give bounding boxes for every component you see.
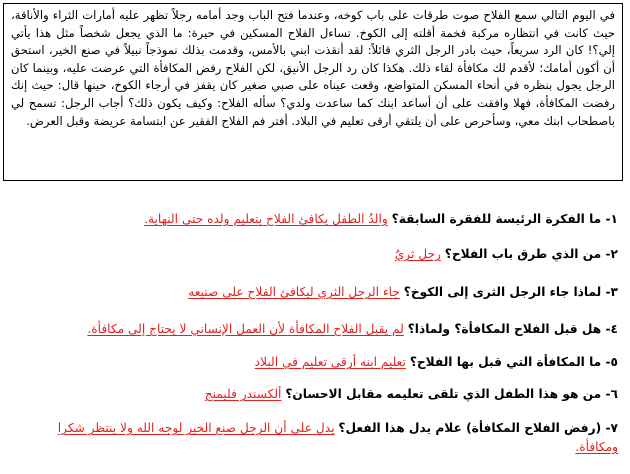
answer-text-4: لم يقبل الفلاح المكافأة لأن العمل الإنساني لا يحتاج إلى مكافأة.	[87, 322, 404, 336]
question-item-7	[20, 419, 618, 457]
question-text-3: لماذا جاء الرجل الثرى إلى الكوخ؟	[403, 285, 602, 299]
question-item-5	[20, 353, 618, 371]
answer-text-2: رجل ثريٌ	[394, 247, 441, 261]
passage-text: في اليوم التالي سمع الفلاح صوت طرقات على باب كوخه، وعندما فتح الباب وجد أمامه رجلاً تظهر عليه أمارات الثراء والأناقة، حيث كانت في انتظاره مركبة فخمة أقلته إلى الكوخ. تساءل الفلاح المسكين في حيرة: ما الذي يجعل شخصاً مثل هذا يأتي إلي؟! كان الرد سريعاً، حيث بادر الرجل الثري قائلاً: لقد أنقذت ابني بالأمس، وقدمت بذلك نموذجاً نبيلاً في صنع الخير، استحق أن أكون أمامك؛ لأقدم لك مكافأة لقاء ذلك. هكذا كان رد الرجل الأنيق، لكن الفلاح رفض المكافأة التي عرضت عليه، وبينما كان الرجل يجول بنظره في أنحاء المسكن المتواضع، وقعت عيناه على صبي صغير كان يقفز في أرجاء الكوخ، حينها قال: حيث إنك رفضت المكافأة، فهلا وافقت على أن أساعد ابنك كما ساعدت ولدي؟ سأله الفلاح: وكيف يكون ذلك؟ أجاب الرجل: تسمح لي باصطحاب ابنك معي، وسأحرص على أن يلتقي أرقى تعليم في البلاد. أفتر فم الفلاح الفقير عن ابتسامة عريضة وقبل العرض.	[11, 8, 615, 128]
question-text-7: (رفض الفلاح المكافأة) علام يدل هذا الفعل؟	[338, 421, 602, 435]
answer-text-5: تعليم ابنه أرقى تعليم في البلاد	[254, 355, 406, 369]
question-item-4	[20, 320, 618, 338]
question-number-7: ٧-	[601, 421, 618, 435]
answer-text-3: جاء الرجل الثري ليكافئ الفلاح على صنيعه	[188, 285, 400, 299]
answer-text-1: والدُ الطفل يكافئ الفلاح بتعليم ولده حتى النهاية.	[144, 212, 388, 226]
question-number-4: ٤-	[601, 322, 618, 336]
question-item-2	[20, 245, 618, 263]
question-text-2: من الذي طرق باب الفلاح؟	[444, 247, 602, 261]
question-item-3	[20, 283, 618, 301]
answer-text-6: ألكسندر فليمنج	[204, 387, 282, 401]
question-text-6: من هو هذا الطفل الذي تلقى تعليمه مقابل الاحسان؟	[285, 387, 602, 401]
question-number-5: ٥-	[601, 355, 618, 369]
question-item-1	[20, 210, 618, 228]
question-number-1: ١-	[601, 212, 618, 226]
question-text-5: ما المكافأة التي قبل بها الفلاح؟	[409, 355, 602, 369]
question-item-6	[20, 385, 618, 403]
question-number-2: ٢-	[601, 247, 618, 261]
answer-text-7: يدل على أن الرجل صنع الخير لوجه الله ولا ينتظر شكرا ومكافأة.	[57, 421, 618, 454]
passage-box	[3, 3, 623, 181]
question-number-3: ٣-	[601, 285, 618, 299]
question-text-4: هل قبل الفلاح المكافأة؟ ولماذا؟	[407, 322, 602, 336]
question-text-1: ما الفكرة الرئيسة للفقرة السابقة؟	[391, 212, 602, 226]
question-number-6: ٦-	[601, 387, 618, 401]
